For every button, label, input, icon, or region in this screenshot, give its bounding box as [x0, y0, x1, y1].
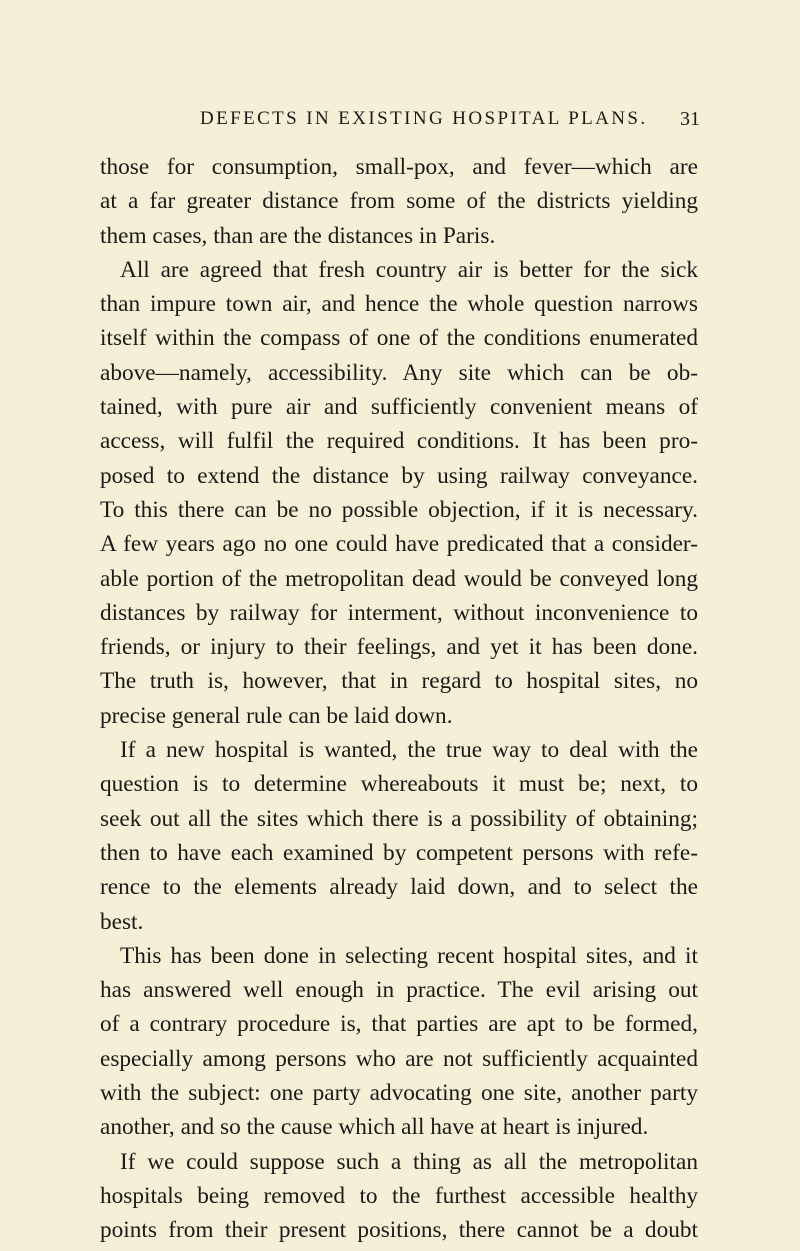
text-line: tained, with pure air and sufficiently convenient means of	[100, 394, 698, 421]
text-line: If a new hospital is wanted, the true way to deal with the	[120, 737, 698, 764]
text-line: above—namely, accessibility. Any site which can be ob-	[100, 359, 698, 386]
text-line: distances by railway for interment, without inconvenience to	[100, 599, 698, 626]
text-line: then to have each examined by competent persons with refe-	[100, 839, 698, 866]
text-line: itself within the compass of one of the conditions enumerated	[100, 325, 698, 352]
body-text	[100, 150, 698, 1248]
text-line: A few years ago no one could have predicated that a consider-	[100, 531, 698, 558]
text-line: This has been done in selecting recent hospital sites, and it	[120, 942, 698, 969]
text-line: posed to extend the distance by using railway conveyance.	[100, 462, 698, 489]
text-line: with the subject: one party advocating one site, another party	[100, 1080, 698, 1107]
running-head	[100, 104, 700, 134]
text-line: rence to the elements already laid down, and to select the	[100, 874, 698, 901]
text-line: of a contrary procedure is, that parties are apt to be formed,	[100, 1011, 698, 1038]
text-line: All are agreed that fresh country air is better for the sick	[120, 256, 698, 283]
text-line: To this there can be no possible objection, if it is necessary.	[100, 496, 698, 523]
text-line: another, and so the cause which all have at heart is injured.	[100, 1114, 649, 1141]
text-line: question is to determine whereabouts it must be; next, to	[100, 771, 698, 798]
text-line: friends, or injury to their feelings, and yet it has been done.	[100, 634, 698, 661]
text-line: access, will fulfil the required conditions. It has been pro-	[100, 428, 698, 455]
text-line: especially among persons who are not sufficiently acquainted	[100, 1045, 698, 1072]
text-line: points from their present positions, there cannot be a doubt	[100, 1217, 698, 1244]
text-line: has answered well enough in practice. The evil arising out	[100, 977, 698, 1004]
text-line: them cases, than are the distances in Paris.	[100, 222, 496, 249]
text-line: at a far greater distance from some of the districts yielding	[100, 188, 698, 215]
page-number: 31	[680, 108, 700, 130]
text-line: precise general rule can be laid down.	[100, 702, 453, 729]
text-line: The truth is, however, that in regard to hospital sites, no	[100, 668, 698, 695]
text-line: than impure town air, and hence the whole question narrows	[100, 291, 698, 318]
text-line: those for consumption, small-pox, and fever—which are	[100, 154, 698, 180]
text-line: If we could suppose such a thing as all the metropolitan	[120, 1148, 698, 1175]
text-line: seek out all the sites which there is a possibility of obtaining;	[100, 805, 698, 832]
text-line: hospitals being removed to the furthest accessible healthy	[100, 1182, 698, 1209]
text-line: best.	[100, 908, 144, 935]
running-title: DEFECTS IN EXISTING HOSPITAL PLANS.	[200, 108, 648, 129]
text-line: able portion of the metropolitan dead would be conveyed long	[100, 565, 698, 592]
